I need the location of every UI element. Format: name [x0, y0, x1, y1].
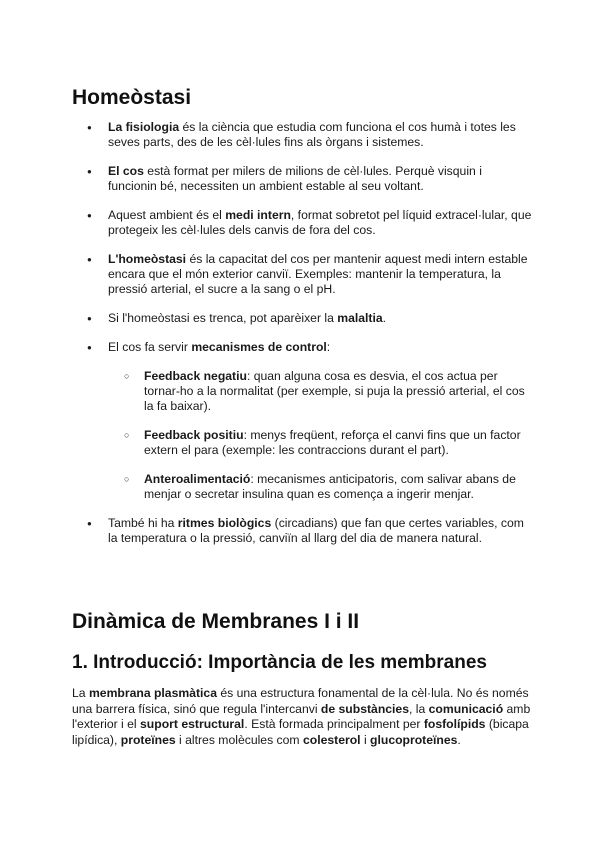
control-mechanisms-sublist — [108, 369, 532, 502]
list-item-text: El cos fa servir mecanismes de control: — [108, 340, 331, 354]
subsection-title-introduccio: 1. Introducció: Importància de les membranes — [72, 652, 487, 673]
bold-term: mecanismes de control — [191, 340, 327, 354]
bold-term: ritmes biològics — [177, 516, 272, 530]
bold-term: glucoproteïnes — [370, 732, 458, 747]
list-item: ● L'homeòstasi és la capacitat del cos per mantenir aquest medi intern estable encara que el món exterior canviï. Exemples: mantenir la temperatura, la pressió arterial, el sucre a la sang o el pH. — [72, 252, 532, 297]
list-item: ● La fisiologia és la ciència que estudia com funciona el cos humà i totes les seves parts, des de les cèl·lules fins als òrgans i sistemes. — [72, 120, 532, 150]
bold-term: fosfolípids — [423, 717, 486, 731]
list-item: ● El cos està format per milers de milions de cèl·lules. Perquè visquin i funcionin bé, necessiten un ambient estable al seu voltant. — [72, 164, 532, 194]
list-item: ● Aquest ambient és el medi intern, format sobretot pel líquid extracel·lular, que protegeix les cèl·lules dels canvis de fora del cos. — [72, 208, 532, 238]
bold-term: Anteroalimentació — [144, 472, 251, 486]
bold-term: malaltia — [337, 311, 383, 325]
bold-term: Feedback positiu — [144, 428, 244, 442]
bold-term: L'homeòstasi — [108, 252, 187, 266]
bold-term: El cos — [108, 164, 144, 178]
list-item: ● Si l'homeòstasi es trenca, pot aparèixer la malaltia. — [72, 311, 532, 326]
intro-paragraph: La membrana plasmàtica és una estructura fonamental de la cèl·lula. No és només una barrera física, sinó que regula l'intercanvi de substàncies, la comunicació amb l'exterior i el suport estructural. Està formada principalment per fosfolípids (bicapa lipídica), proteïnes i altres molècules com colesterol i glucoproteïnes. — [72, 686, 531, 747]
list-item-control-mechanisms — [72, 340, 532, 502]
sublist-item: ○ Anteroalimentació: mecanismes anticipatoris, com salivar abans de menjar o secretar insulina quan es comença a ingerir menjar. — [108, 472, 532, 502]
list-item: ● També hi ha ritmes biològics (circadians) que fan que certes variables, com la temperatura o la pressió, canviïn al llarg del dia de manera natural. — [72, 516, 532, 546]
bold-term: proteïnes — [120, 732, 176, 747]
bold-term: comunicació — [428, 701, 504, 716]
bold-term: de substàncies — [320, 701, 409, 716]
bold-term: membrana plasmàtica — [88, 686, 217, 700]
bold-term: colesterol — [302, 732, 361, 747]
bold-term: suport estructural — [140, 717, 245, 731]
sublist-item: ○ Feedback positiu: menys freqüent, reforça el canvi fins que un factor extern el para (exemple: les contraccions durant el part). — [108, 428, 532, 458]
section-title-membranes: Dinàmica de Membranes I i II — [72, 610, 360, 633]
bold-term: medi intern — [225, 208, 291, 222]
sublist-item: ○ Feedback negatiu: quan alguna cosa es desvia, el cos actua per tornar-ho a la normalitat (per exemple, si puja la pressió arterial, el cos la fa baixar). — [108, 369, 532, 414]
bold-term: La fisiologia — [108, 120, 180, 134]
bold-term: Feedback negatiu — [144, 369, 247, 383]
homeostasi-list — [72, 120, 532, 560]
section-title-homeostasi: Homeòstasi — [72, 86, 192, 109]
